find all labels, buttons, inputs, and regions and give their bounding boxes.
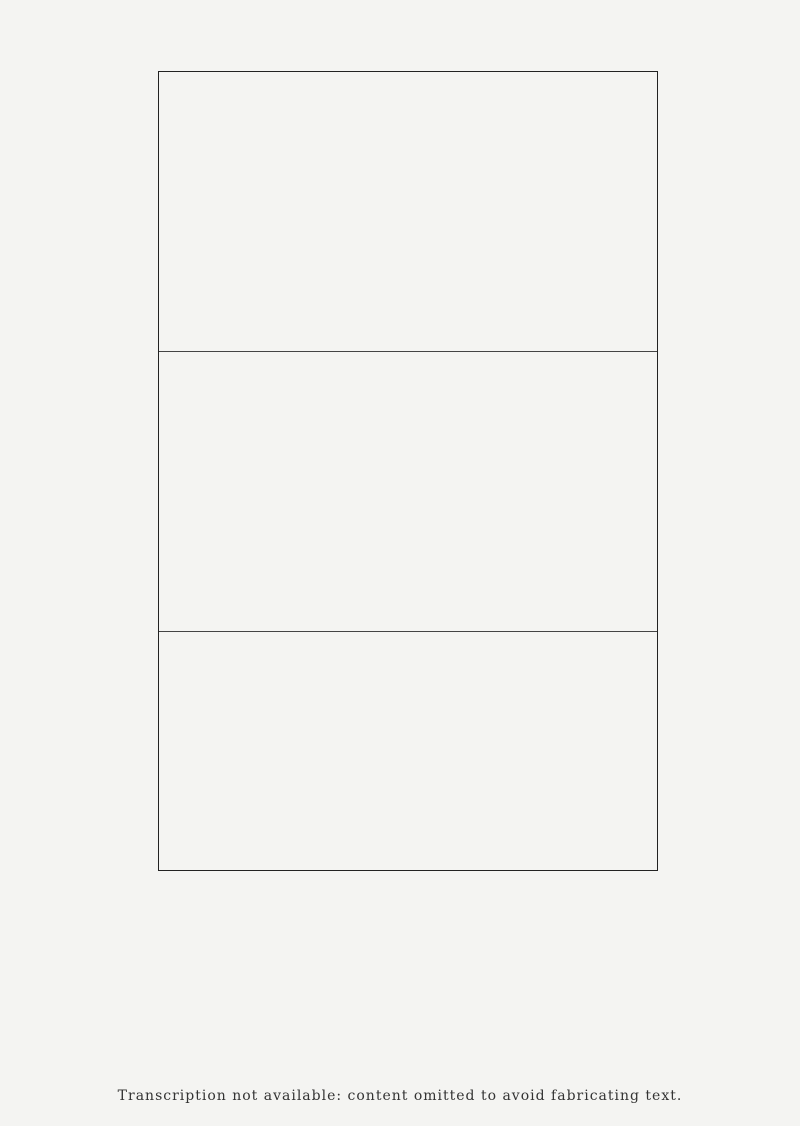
lower-tier <box>159 632 657 872</box>
middle-tier <box>159 352 657 632</box>
placeholder-note: Transcription not available: content omitted to avoid fabricating text. <box>117 1088 683 1104</box>
upper-tier <box>159 72 657 352</box>
content-frame <box>158 71 658 871</box>
